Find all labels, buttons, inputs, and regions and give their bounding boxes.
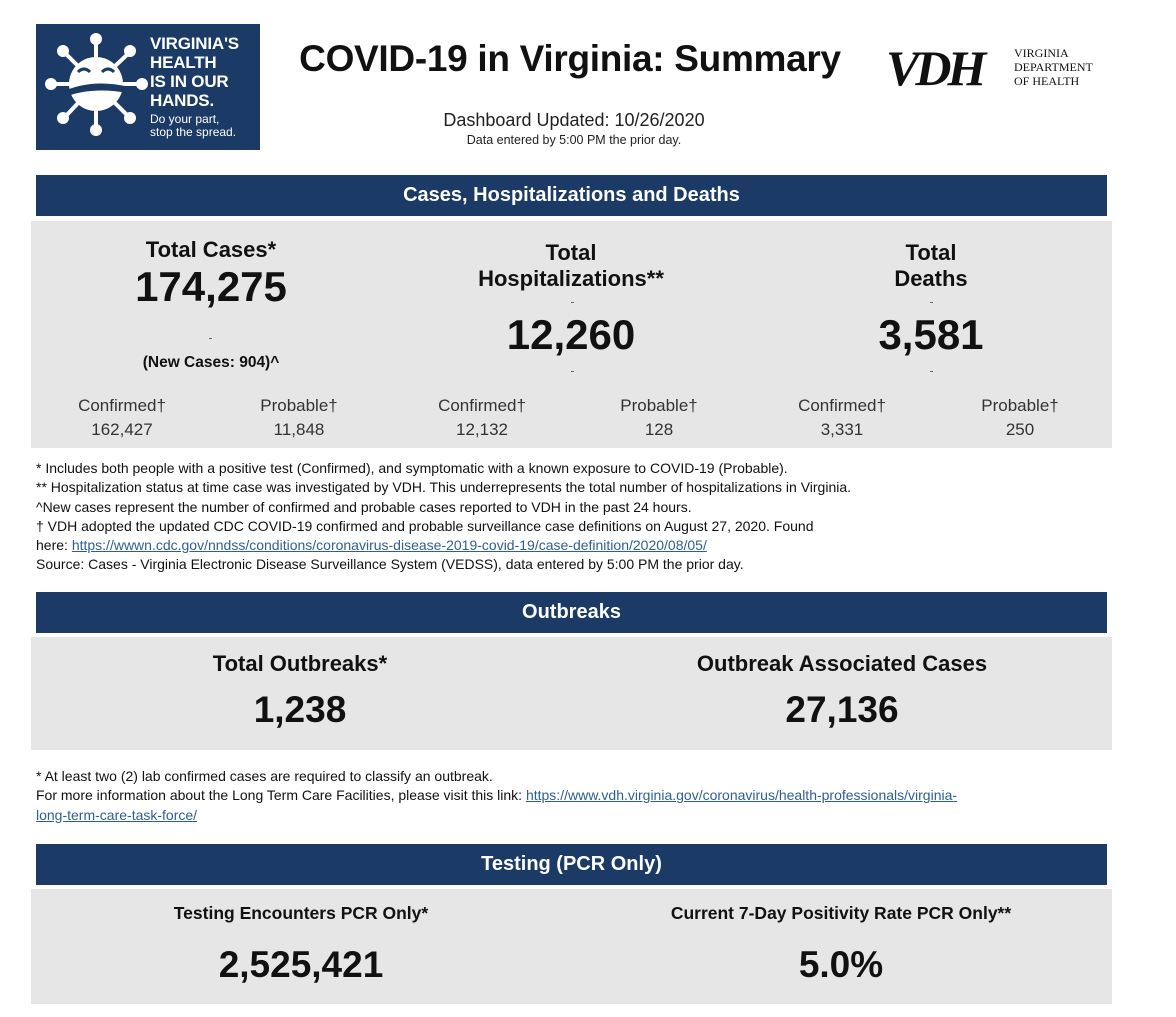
- logo-line: VIRGINIA'S: [150, 34, 239, 53]
- dashboard-updated: Dashboard Updated: 10/26/2020: [443, 110, 705, 130]
- positivity-rate-block: [631, 903, 1051, 986]
- logo-subline: Do your part,: [150, 112, 220, 126]
- total-outbreaks-label: Total Outbreaks*: [212, 651, 388, 676]
- separator-dot: [571, 302, 574, 303]
- outbreak-cases-block: [662, 651, 1022, 731]
- hosp-confirmed-value: 12,132: [456, 420, 508, 439]
- logo-line: HEALTH: [150, 53, 217, 72]
- deaths-confirmed-value: 3,331: [820, 420, 864, 439]
- outbreaks-panel: [31, 637, 1112, 750]
- footnote-link-prefix: here:: [36, 537, 72, 554]
- testing-panel: [31, 889, 1112, 1004]
- total-cases-block: [91, 237, 331, 311]
- cases-footnotes: [36, 459, 1116, 575]
- deaths-label-line2: Deaths: [894, 266, 968, 291]
- cases-probable-value: 11,848: [273, 420, 325, 439]
- outbreak-cases-label: Outbreak Associated Cases: [696, 651, 988, 676]
- section-header-testing: Testing (PCR Only): [36, 844, 1107, 885]
- new-cases-value: (New Cases: 904)^: [142, 354, 280, 371]
- campaign-logo: [36, 24, 260, 150]
- footnote: * Includes both people with a positive test (Confirmed), and symptomatic with a known exposure to COVID-19 (Probable).: [36, 460, 788, 476]
- footnote: ** Hospitalization status at time case was investigated by VDH. This underrepresents the total number of hospitalizations in Virginia.: [36, 479, 852, 496]
- vdh-logo-line: OF HEALTH: [1014, 74, 1080, 88]
- ltc-task-force-link-cont[interactable]: long-term-care-task-force/: [36, 806, 198, 823]
- footnote: † VDH adopted the updated CDC COVID-19 confirmed and probable surveillance case definitions on August 27, 2020. Found: [36, 517, 814, 534]
- hosp-probable-value: 128: [644, 420, 674, 439]
- logo-subline: stop the spread.: [150, 125, 237, 139]
- testing-encounters-block: [131, 903, 471, 986]
- hospitalizations-value-block: [431, 311, 711, 359]
- total-cases-label: Total Cases*: [145, 237, 277, 262]
- vdh-logo-line: DEPARTMENT: [1014, 60, 1093, 74]
- footnote-link-line: [36, 806, 1111, 825]
- positivity-rate-label: Current 7-Day Positivity Rate PCR Only**: [670, 903, 1012, 923]
- hospitalizations-value: 12,260: [506, 311, 636, 358]
- total-outbreaks-value: 1,238: [253, 689, 347, 730]
- footnote-link-line: [36, 786, 1111, 805]
- deaths-label-line1: Total: [905, 240, 957, 265]
- testing-encounters-value: 2,525,421: [218, 944, 384, 985]
- footnote-link-line: [36, 536, 1116, 555]
- footnote-link-prefix: For more information about the Long Term Care Facilities, please visit this link:: [36, 787, 526, 804]
- data-entered-note: Data entered by 5:00 PM the prior day.: [466, 133, 682, 147]
- separator-dot: [209, 338, 212, 339]
- separator-dot: [930, 302, 933, 303]
- hosp-confirmed-label: Confirmed†: [438, 396, 526, 415]
- cdc-case-definition-link[interactable]: https://wwwn.cdc.gov/nndss/conditions/coronavirus-disease-2019-covid-19/case-definition/2020/08/05/: [71, 537, 707, 554]
- cases-confirmed-value: 162,427: [91, 420, 153, 439]
- testing-encounters-label: Testing Encounters PCR Only*: [173, 903, 429, 923]
- total-outbreaks-block: [150, 651, 450, 731]
- logo-line: IS IN OUR: [150, 72, 229, 91]
- section-header-outbreaks: Outbreaks: [36, 592, 1107, 633]
- deaths-confirmed-label: Confirmed†: [798, 396, 886, 415]
- positivity-rate-value: 5.0%: [798, 944, 884, 985]
- outbreaks-footnotes: [36, 767, 1111, 825]
- source-note: Source: Cases - Virginia Electronic Disease Surveillance System (VEDSS), data entered by 5:00 PM the prior day.: [36, 556, 744, 573]
- cases-probable-label: Probable†: [260, 396, 338, 415]
- virus-icon: [44, 32, 152, 142]
- section-header-cases: Cases, Hospitalizations and Deaths: [36, 175, 1107, 216]
- new-cases-block: [91, 354, 331, 372]
- vdh-mark: VDH: [886, 40, 983, 96]
- page-title: COVID-19 in Virginia: Summary: [299, 38, 841, 79]
- separator-dot: [571, 371, 574, 372]
- deaths-probable-value: 250: [1005, 420, 1035, 439]
- cases-confirmed-label: Confirmed†: [78, 396, 166, 415]
- ltc-task-force-link[interactable]: https://www.vdh.virginia.gov/coronavirus/health-professionals/virginia-: [525, 787, 958, 804]
- hospitalizations-block: [431, 240, 711, 292]
- hospitalizations-label-line2: Hospitalizations**: [478, 266, 664, 291]
- cases-panel: [31, 221, 1112, 448]
- hosp-probable-label: Probable†: [620, 396, 698, 415]
- deaths-value-block: [811, 311, 1051, 359]
- outbreak-cases-value: 27,136: [785, 689, 899, 730]
- logo-line: HANDS.: [150, 91, 214, 110]
- deaths-value: 3,581: [878, 311, 984, 358]
- deaths-block: [811, 240, 1051, 292]
- vdh-logo: [886, 42, 1106, 94]
- separator-dot: [930, 371, 933, 372]
- footnote: ^New cases represent the number of confirmed and probable cases reported to VDH in the past 24 hours.: [36, 498, 692, 515]
- hospitalizations-label-line1: Total: [545, 240, 597, 265]
- footnote: * At least two (2) lab confirmed cases are required to classify an outbreak.: [36, 768, 493, 784]
- total-cases-value: 174,275: [135, 263, 287, 310]
- vdh-logo-line: VIRGINIA: [1014, 46, 1069, 60]
- deaths-probable-label: Probable†: [981, 396, 1059, 415]
